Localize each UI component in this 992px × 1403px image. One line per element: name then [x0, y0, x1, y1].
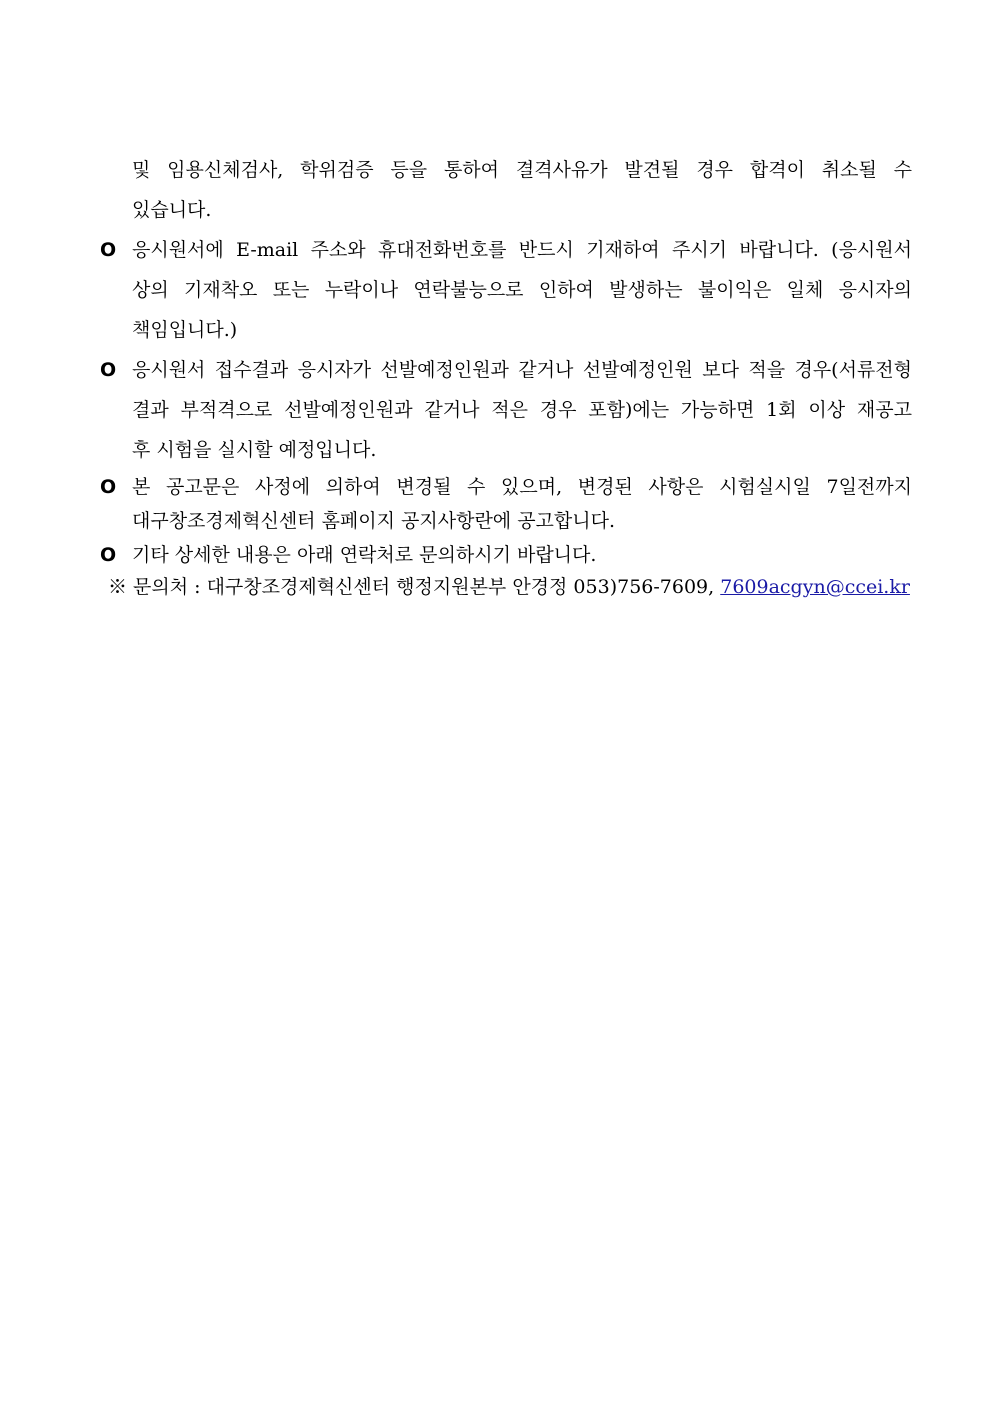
circle-bullet-icon: O [100, 544, 117, 566]
notice-item-continued [100, 150, 912, 230]
notice-item-email-phone [100, 230, 912, 350]
text-line: 본 공고문은 사정에 의하여 변경될 수 있으며, 변경된 사항은 시험실시일 7일전까지 [132, 476, 912, 498]
notice-item-changes [100, 470, 912, 538]
text-line: 있습니다. [132, 199, 212, 221]
contact-email-link[interactable]: 7609acgyn@ccei.kr [720, 576, 910, 598]
circle-bullet-icon: O [100, 476, 117, 498]
circle-bullet-icon: O [100, 239, 117, 261]
text-line: 후 시험을 실시할 예정입니다. [132, 439, 377, 461]
contact-text: ※ 문의처 : 대구창조경제혁신센터 행정지원본부 안경정 053)756-7609, [108, 576, 721, 598]
text-line: 결과 부적격으로 선발예정인원과 같거나 적은 경우 포함)에는 가능하면 1회 이상 재공고 [132, 399, 912, 421]
notice-item-inquiries [100, 538, 912, 572]
text-line: 상의 기재착오 또는 누락이나 연락불능으로 인하여 발생하는 불이익은 일체 응시자의 [132, 279, 912, 301]
text-line: 대구창조경제혁신센터 홈페이지 공지사항란에 공고합니다. [132, 510, 616, 532]
text-line: 기타 상세한 내용은 아래 연락처로 문의하시기 바랍니다. [132, 544, 597, 566]
notice-item-readvertisement [100, 350, 912, 470]
text-line: 응시원서에 E-mail 주소와 휴대전화번호를 반드시 기재하여 주시기 바랍니다. (응시원서 [132, 239, 912, 261]
contact-info [108, 572, 908, 602]
circle-bullet-icon: O [100, 359, 117, 381]
text-line: 및 임용신체검사, 학위검증 등을 통하여 결격사유가 발견될 경우 합격이 취소될 수 [132, 159, 912, 181]
text-line: 책임입니다.) [132, 319, 238, 341]
text-line: 응시원서 접수결과 응시자가 선발예정인원과 같거나 선발예정인원 보다 적을 경우(서류전형 [132, 359, 912, 381]
notice-body [100, 150, 912, 572]
